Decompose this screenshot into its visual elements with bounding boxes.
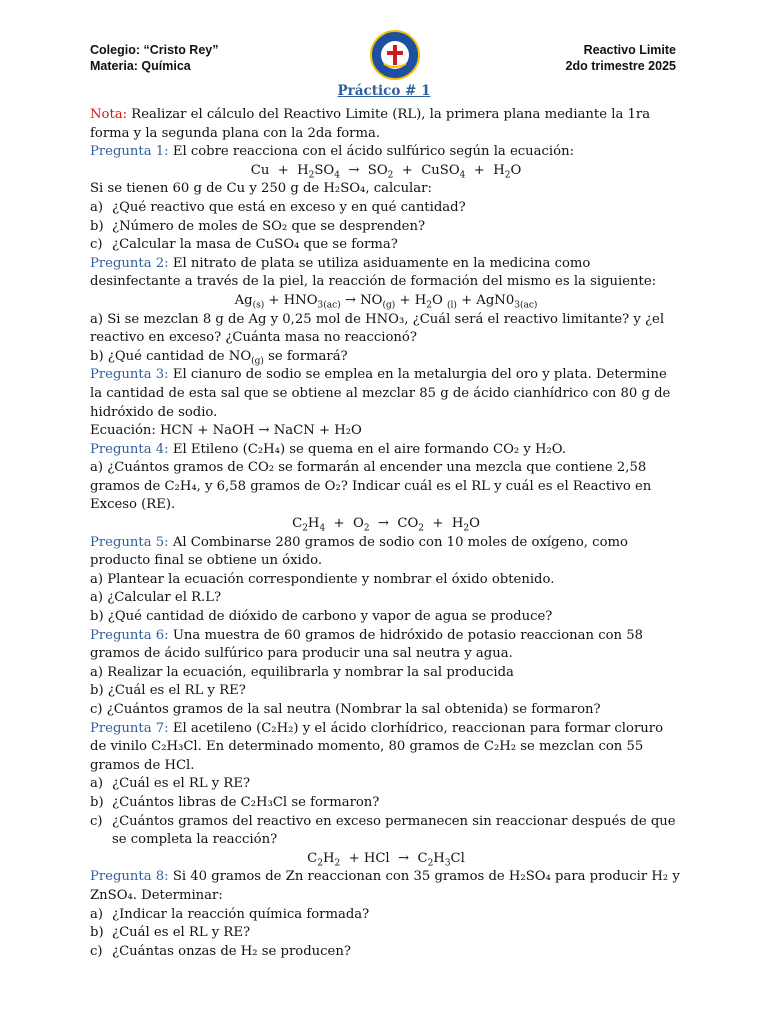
question-8-item-c: [90, 943, 682, 962]
item-marker: a): [90, 776, 104, 792]
question-8: [90, 868, 682, 905]
topic-name: Reactivo Limite: [583, 43, 676, 57]
question-4-equation: $C_2H_4 + O_2 \to CO_2 + H_2O$: [292, 516, 480, 534]
question-8-item-b: [90, 924, 682, 943]
question-1: [90, 143, 682, 162]
question-5-item-3: b) ¿Qué cantidad de dióxido de carbono y vapor de agua se produce?: [90, 609, 553, 625]
question-2-equation: $Ag_{(s)} + HNO_{3(ac)} \to NO_{(g)} + H_2O$ $_{(l)} + AgN0_{3(ac)}$: [234, 292, 538, 311]
question-6: [90, 627, 682, 664]
question-2-item-a: a) Si se mezclan 8 g de Ag y 0,25 mol de HNO₃, ¿Cuál será el reactivo limitante? y ¿el reactivo en exceso? ¿Cuánta masa no reaccionó?: [90, 311, 665, 346]
question-3-text: El cianuro de sodio se emplea en la metalurgia del oro y plata. Determine la cantidad de esta sal que se obtiene al mezclar 85 g de ácido cianhídrico con 80 g de hidróxido de sodio.: [90, 367, 671, 420]
item-text: ¿Cuál es el RL y RE?: [112, 776, 251, 792]
question-8-label: Pregunta 8:: [90, 869, 169, 885]
question-1-equation: $Cu + H_2SO_4 \to SO_2$ + CuSO$_4$ + $H_2O$: [250, 162, 522, 181]
question-3-label: Pregunta 3:: [90, 367, 169, 383]
question-5: [90, 534, 682, 571]
item-marker: c): [90, 943, 103, 959]
question-7-text: El acetileno (C₂H₂) y el ácido clorhídrico, reaccionan para formar cloruro de vinilo C₂H₃Cl. En determinado momento, 80 gramos de C₂H₂ se mezclan con 55 gramos de HCl.: [90, 720, 664, 773]
question-6-item-b: b) ¿Cuál es el RL y RE?: [90, 683, 246, 699]
question-6-item-a: a) Realizar la ecuación, equilibrarla y nombrar la sal producida: [90, 664, 514, 680]
question-1-item-a: [90, 199, 682, 218]
question-5-item-1: a) Plantear la ecuación correspondiente y nombrar el óxido obtenido.: [90, 571, 555, 587]
header-right: [566, 42, 676, 74]
item-text: ¿Número de moles de SO₂ que se desprenden?: [112, 218, 426, 234]
question-7: [90, 720, 682, 776]
item-marker: b): [90, 794, 104, 810]
item-marker: c): [90, 813, 103, 829]
school-period: 2do trimestre 2025: [565, 59, 676, 73]
note-label: Nota:: [90, 107, 128, 122]
school-logo: [364, 30, 426, 80]
question-4-item-a: a) ¿Cuántos gramos de CO₂ se formarán al encender una mezcla que contiene 2,58 gramos de C₂H₄, y 6,58 gramos de O₂? Indicar cuál es el RL y cuál es el Reactivo en Exceso (RE).: [90, 460, 652, 513]
item-marker: b): [90, 218, 104, 234]
school-name: Colegio: “Cristo Rey”: [90, 43, 219, 57]
question-6-label: Pregunta 6:: [90, 627, 169, 643]
question-3-equation: Ecuación: HCN + NaOH → NaCN + H₂O: [90, 423, 362, 439]
subject-name: Materia: Química: [90, 59, 191, 73]
note-paragraph: [90, 106, 682, 143]
question-5-item-2: a) ¿Calcular el R.L?: [90, 590, 222, 606]
question-1-item-b: [90, 218, 682, 237]
header-left: [90, 42, 219, 74]
question-7-item-c: [90, 813, 682, 850]
question-6-item-c: c) ¿Cuántos gramos de la sal neutra (Nombrar la sal obtenida) se formaron?: [90, 702, 601, 717]
page-title: Práctico # 1: [337, 83, 431, 99]
question-7-label: Pregunta 7:: [90, 720, 169, 736]
question-6-text: Una muestra de 60 gramos de hidróxido de potasio reaccionan con 58 gramos de ácido sulfúrico para producir una sal neutra y agua.: [90, 627, 644, 662]
question-8-text: Si 40 gramos de Zn reaccionan con 35 gramos de H₂SO₄ para producir H₂ y ZnSO₄. Determinar:: [90, 869, 680, 903]
question-2-label: Pregunta 2:: [90, 255, 169, 271]
item-text: ¿Cuántos gramos del reactivo en exceso permanecen sin reaccionar después de que se completa la reacción?: [112, 813, 676, 848]
question-1-intro: Si se tienen 60 g de Cu y 250 g de H₂SO₄, calcular:: [90, 181, 432, 197]
item-text: ¿Cuántas onzas de H₂ se producen?: [112, 943, 351, 959]
item-text: ¿Qué reactivo que está en exceso y en qué cantidad?: [112, 199, 466, 215]
question-2: [90, 255, 682, 292]
question-2-item-b: b) ¿Qué cantidad de $NO_{(g)}$ se formará?: [90, 348, 348, 367]
question-7-item-a: [90, 775, 682, 794]
question-3: [90, 366, 682, 422]
question-1-label: Pregunta 1:: [90, 144, 169, 160]
note-text: Realizar el cálculo del Reactivo Limite (RL), la primera plana mediante la 1ra forma y la segunda plana con la 2da forma.: [90, 107, 651, 141]
question-4-label: Pregunta 4:: [90, 441, 169, 457]
question-4: [90, 441, 682, 460]
item-text: ¿Calcular la masa de CuSO₄ que se forma?: [112, 237, 398, 253]
item-marker: a): [90, 906, 104, 922]
question-7-equation: $C_2H_2$ + HCl → $C_2H_3Cl$: [307, 850, 465, 869]
question-1-item-c: [90, 236, 682, 255]
item-marker: b): [90, 925, 104, 941]
item-text: ¿Cuál es el RL y RE?: [112, 925, 251, 941]
question-5-text: Al Combinarse 280 gramos de sodio con 10 moles de oxígeno, como producto final se obtiene un óxido.: [90, 534, 628, 569]
question-4-text: El Etileno (C₂H₄) se quema en el aire formando CO₂ y H₂O.: [172, 441, 567, 457]
item-marker: a): [90, 199, 104, 215]
question-8-item-a: [90, 906, 682, 925]
item-text: ¿Indicar la reacción química formada?: [112, 906, 370, 922]
question-7-item-b: [90, 794, 682, 813]
document-body: [90, 106, 682, 961]
question-5-label: Pregunta 5:: [90, 534, 169, 550]
item-marker: c): [90, 237, 103, 253]
question-1-text: El cobre reacciona con el ácido sulfúrico según la ecuación:: [172, 144, 575, 160]
question-2-text: El nitrato de plata se utiliza asiduamente en la medicina como desinfectante a través de la piel, la reacción de formación del mismo es la siguiente:: [90, 255, 657, 290]
item-text: ¿Cuántos libras de C₂H₃Cl se formaron?: [112, 794, 380, 810]
